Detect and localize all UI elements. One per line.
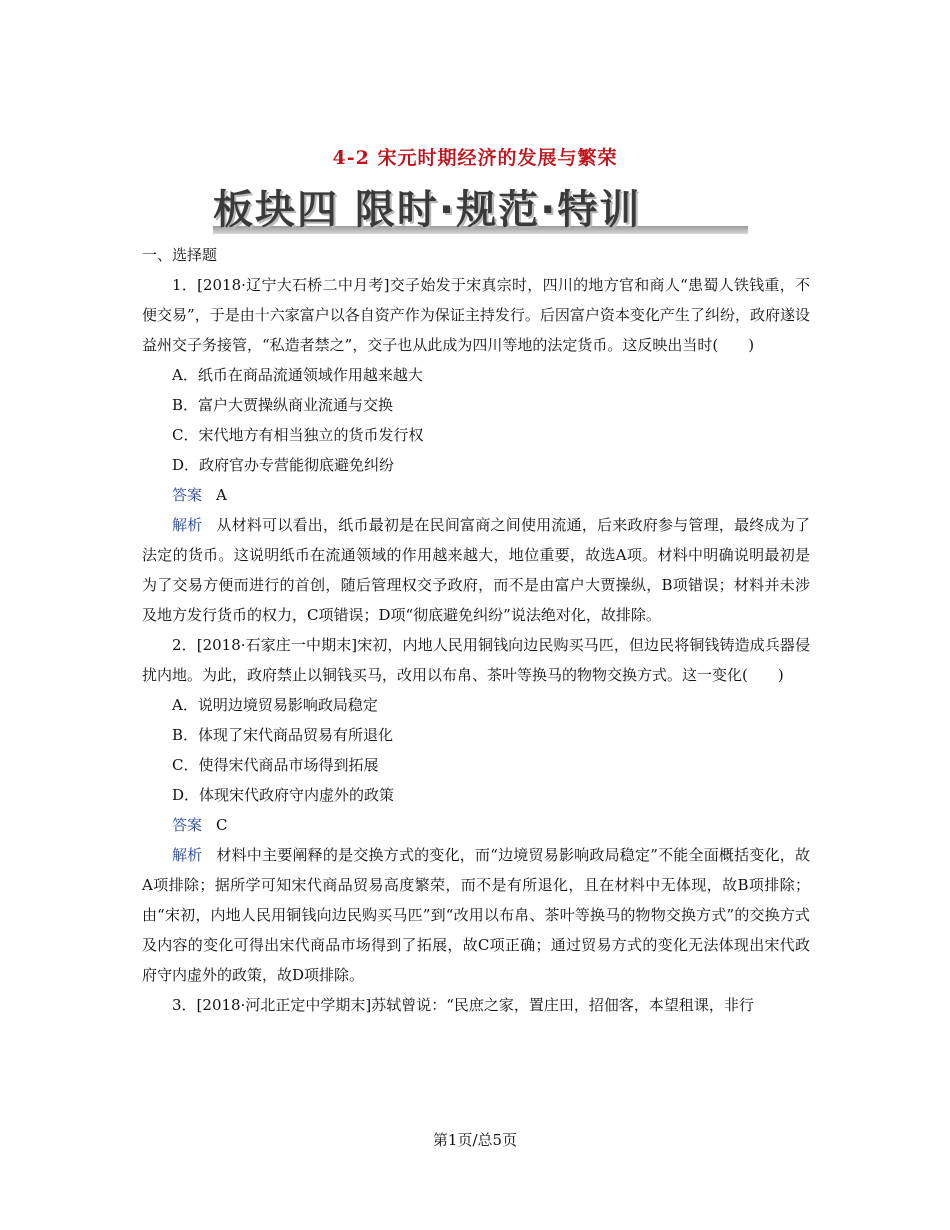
question-2-analysis — [142, 840, 810, 990]
page-title: 4-2 宋元时期经济的发展与繁荣 — [332, 147, 618, 169]
answer-label: 答案 — [172, 486, 203, 504]
answer-value: C — [216, 816, 228, 834]
analysis-label: 解析 — [172, 846, 203, 864]
analysis-label: 解析 — [172, 516, 203, 534]
page-footer: 第1页/总5页 — [432, 1131, 518, 1149]
question-1-option-b: B．富户大贾操纵商业流通与交换 — [172, 396, 394, 414]
question-2-stem: 2．[2018·石家庄一中期末]宋初，内地人民用铜钱向边民购买马匹，但边民将铜钱铸造成兵器侵扰内地。为此，政府禁止以铜钱买马，改用以布帛、茶叶等换马的物物交换方式。这一变化( ) — [142, 636, 810, 684]
answer-value: A — [216, 486, 227, 504]
question-3-stem: 3．[2018·河北正定中学期末]苏轼曾说：“民庶之家，置庄田，招佃客，本望租课，非行 — [172, 996, 754, 1014]
question-1-option-d: D．政府官办专营能彻底避免纠纷 — [172, 456, 395, 474]
question-1-answer — [142, 480, 810, 510]
section-heading: 一、选择题 — [142, 246, 218, 264]
answer-label: 答案 — [172, 816, 203, 834]
analysis-text: 材料中主要阐释的是交换方式的变化，而“边境贸易影响政局稳定”不能全面概括变化，故A项排除；据所学可知宋代商品贸易高度繁荣，而不是有所退化，且在材料中无体现，故B项排除；由“宋初，内地人民用铜钱向边民购买马匹”到“改用以布帛、茶叶等换马的物物交换方式”的交换方式及内容的变化可得出宋代商品市场得到了拓展，故C项正确；通过贸易方式的变化无法体现出宋代政府守内虚外的政策，故D项排除。 — [142, 846, 810, 984]
question-2-answer — [142, 810, 810, 840]
question-2-option-a: A．说明边境贸易影响政局稳定 — [172, 696, 378, 714]
document-body — [142, 240, 810, 1020]
section-banner — [213, 178, 748, 238]
banner-text: 板块四 限时·规范·特训 — [213, 187, 642, 233]
question-1-option-a: A．纸币在商品流通领域作用越来越大 — [172, 366, 423, 384]
question-1-stem: 1．[2018·辽宁大石桥二中月考]交子始发于宋真宗时，四川的地方官和商人“患蜀人铁钱重，不便交易”，于是由十六家富户以各自资产作为保证主持发行。后因富户资本变化产生了纠纷，政府遂设益州交子务接管，“私造者禁之”，交子也从此成为四川等地的法定货币。这反映出当时( ) — [142, 276, 810, 354]
question-1-option-c: C．宋代地方有相当独立的货币发行权 — [172, 426, 424, 444]
question-2-option-c: C．使得宋代商品市场得到拓展 — [172, 756, 379, 774]
question-1-analysis — [142, 510, 810, 630]
analysis-text: 从材料可以看出，纸币最初是在民间富商之间使用流通，后来政府参与管理，最终成为了法定的货币。这说明纸币在流通领域的作用越来越大，地位重要，故选A项。材料中明确说明最初是为了交易方便而进行的首创，随后管理权交予政府，而不是由富户大贾操纵，B项错误；材料并未涉及地方发行货币的权力，C项错误；D项“彻底避免纠纷”说法绝对化，故排除。 — [142, 516, 810, 624]
question-2-option-d: D．体现宋代政府守内虚外的政策 — [172, 786, 395, 804]
question-2-option-b: B．体现了宋代商品贸易有所退化 — [172, 726, 394, 744]
